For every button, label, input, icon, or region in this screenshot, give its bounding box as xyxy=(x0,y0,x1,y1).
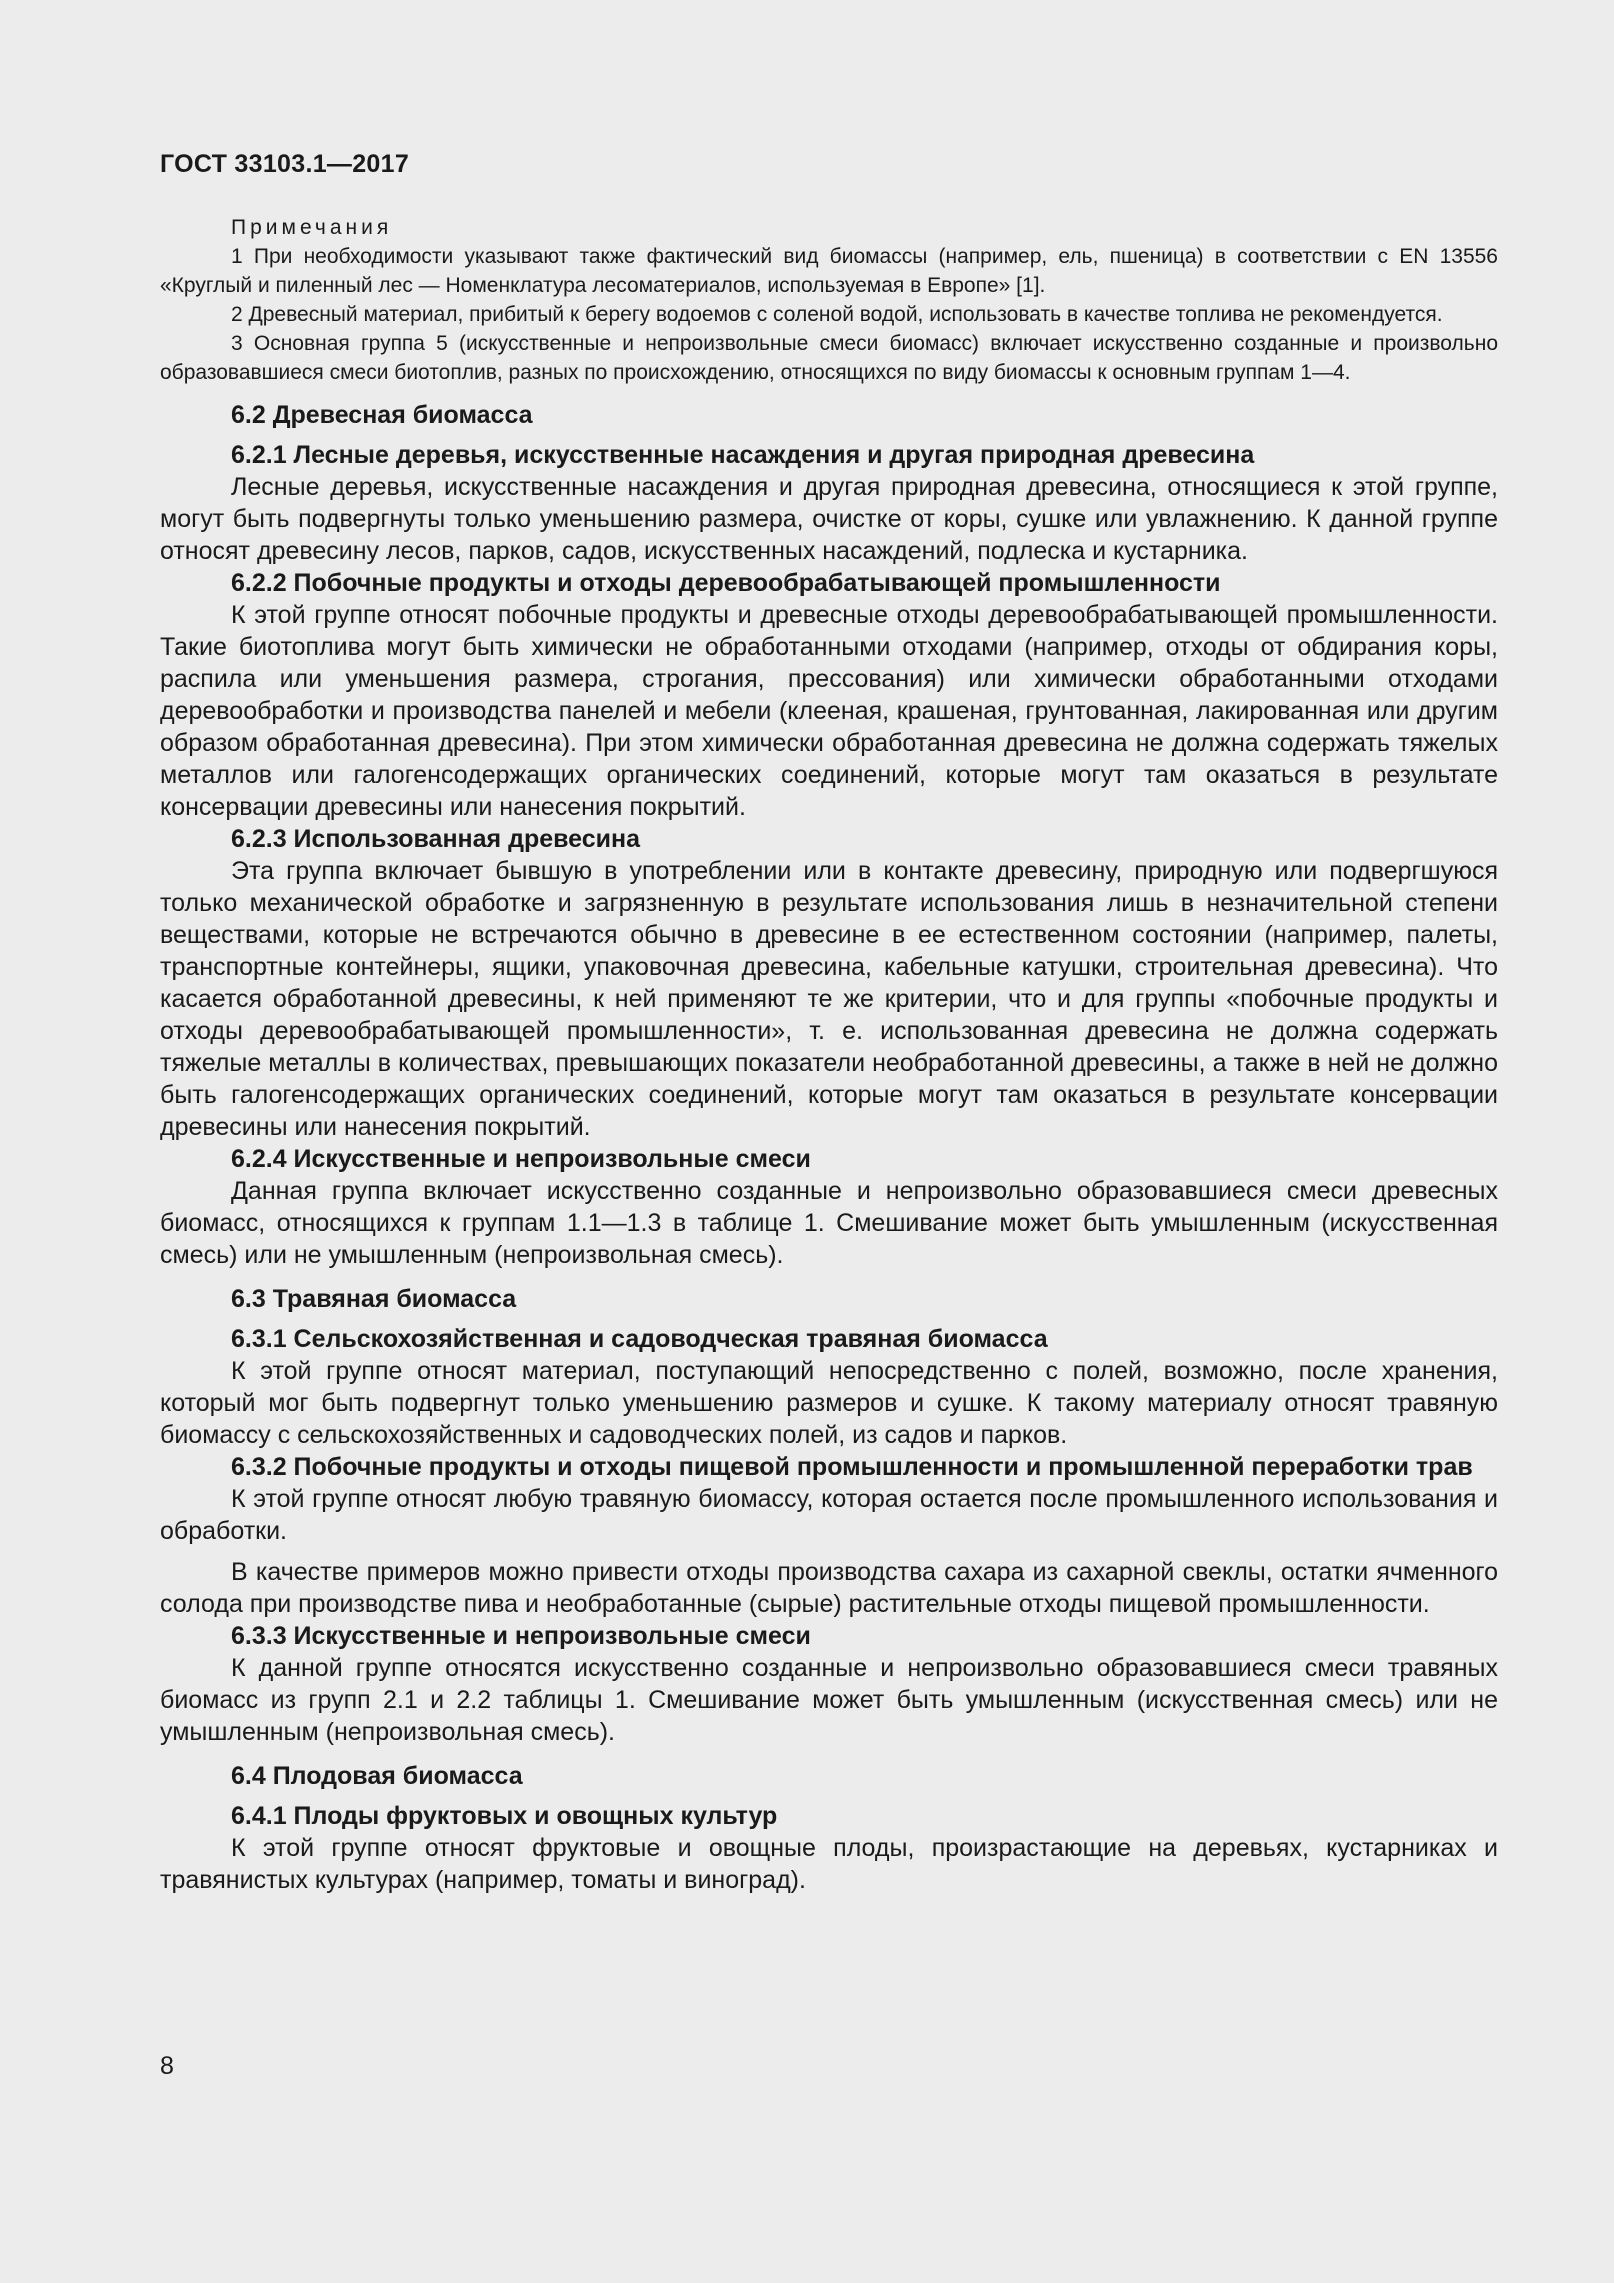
paragraph: К данной группе относятся искусственно созданные и непроизвольно образовавшиеся смеси травяных биомасс из групп 2.1 и 2.2 таблицы 1. Смешивание может быть умышленным (искусственная смесь) или не умышленным (непроизвольная смесь). xyxy=(160,1654,1498,1746)
paragraph: К этой группе относят любую травяную биомассу, которая остается после промышленного использования и обработки. xyxy=(160,1485,1498,1545)
paragraph: К этой группе относят фруктовые и овощные плоды, произрастающие на деревьях, кустарниках и травянистых культурах (например, томаты и виноград). xyxy=(160,1834,1498,1894)
paragraph: Эта группа включает бывшую в употреблении или в контакте древесину, природную или подвергшуюся только механической обработке и загрязненную в результате использования лишь в незначительной степени веществами, которые не встречаются обычно в древесине в ее естественном состоянии (например, палеты, транспортные контейнеры, ящики, упаковочная древесина, кабельные катушки, строительная древесина). Что касается обработанной древесины, к ней применяют те же критерии, что и для группы «побочные продукты и отходы деревообрабатывающей промышленности», т. е. использованная древесина не должна содержать тяжелые металлы в количествах, превышающих показатели необработанной древесины, а также в ней не должно быть галогенсодержащих органических соединений, которые могут там оказаться в результате консервации древесины или нанесения покрытий. xyxy=(160,857,1498,1141)
section-heading-6-3: 6.3 Травяная биомасса xyxy=(231,1285,517,1313)
paragraph: Данная группа включает искусственно созданные и непроизвольно образовавшиеся смеси древесных биомасс, относящихся к группам 1.1—1.3 в таблице 1. Смешивание может быть умышленным (искусственная смесь) или не умышленным (непроизвольная смесь). xyxy=(160,1177,1498,1269)
document-page xyxy=(160,150,1498,1896)
notes-block xyxy=(160,213,1498,387)
subsection-heading-6-2-3: 6.2.3 Использованная древесина xyxy=(231,825,641,853)
note-item: 2 Древесный материал, прибитый к берегу водоемов с соленой водой, использовать в качестве топлива не рекомендуется. xyxy=(231,303,1443,326)
subsection-heading-6-3-3: 6.3.3 Искусственные и непроизвольные смеси xyxy=(231,1622,811,1650)
subsection-heading-6-2-1: 6.2.1 Лесные деревья, искусственные насаждения и другая природная древесина xyxy=(231,441,1255,469)
paragraph: В качестве примеров можно привести отходы производства сахара из сахарной свеклы, остатки ячменного солода при производстве пива и необработанные (сырые) растительные отходы пищевой промышленности. xyxy=(160,1558,1498,1618)
section-heading-6-2: 6.2 Древесная биомасса xyxy=(231,401,533,429)
section-heading-6-4: 6.4 Плодовая биомасса xyxy=(231,1762,523,1790)
note-item: 1 При необходимости указывают также фактический вид биомассы (например, ель, пшеница) в соответствии с EN 13556 «Круглый и пиленный лес — Номенклатура лесоматериалов, используемая в Европе» [1]. xyxy=(160,245,1498,297)
subsection-heading-6-3-1: 6.3.1 Сельскохозяйственная и садоводческая травяная биомасса xyxy=(231,1325,1048,1353)
paragraph: К этой группе относят побочные продукты и древесные отходы деревообрабатывающей промышленности. Такие биотоплива могут быть химически не обработанными отходами (например, отходы от обдирания коры, распила или уменьшения размера, строгания, прессования) или химически обработанными отходами деревообработки и производства панелей и мебели (клееная, крашеная, грунтованная, лакированная или другим образом обработанная древесина). При этом химически обработанная древесина не должна содержать тяжелых металлов или галогенсодержащих органических соединений, которые могут там оказаться в результате консервации древесины или нанесения покрытий. xyxy=(160,601,1498,821)
subsection-heading-6-2-2: 6.2.2 Побочные продукты и отходы деревообрабатывающей промышленности xyxy=(231,569,1221,597)
page-number: 8 xyxy=(160,2052,174,2080)
subsection-heading-6-2-4: 6.2.4 Искусственные и непроизвольные смеси xyxy=(231,1145,811,1173)
document-body xyxy=(160,399,1498,1896)
subsection-heading-6-3-2: 6.3.2 Побочные продукты и отходы пищевой промышленности и промышленной переработки трав xyxy=(231,1453,1473,1481)
note-item: 3 Основная группа 5 (искусственные и непроизвольные смеси биомасс) включает искусственно созданные и произвольно образовавшиеся смеси биотоплив, разных по происхождению, относящихся по виду биомассы к основным группам 1—4. xyxy=(160,332,1498,384)
subsection-heading-6-4-1: 6.4.1 Плоды фруктовых и овощных культур xyxy=(231,1802,778,1830)
paragraph: К этой группе относят материал, поступающий непосредственно с полей, возможно, после хранения, который мог быть подвергнут только уменьшению размеров и сушке. К такому материалу относят травяную биомассу с сельскохозяйственных и садоводческих полей, из садов и парков. xyxy=(160,1357,1498,1449)
notes-title: Примечания xyxy=(231,216,393,239)
paragraph: Лесные деревья, искусственные насаждения и другая природная древесина, относящиеся к этой группе, могут быть подвергнуты только уменьшению размера, очистке от коры, сушке или увлажнению. К данной группе относят древесину лесов, парков, садов, искусственных насаждений, подлеска и кустарника. xyxy=(160,473,1498,565)
document-header: ГОСТ 33103.1—2017 xyxy=(160,150,410,178)
